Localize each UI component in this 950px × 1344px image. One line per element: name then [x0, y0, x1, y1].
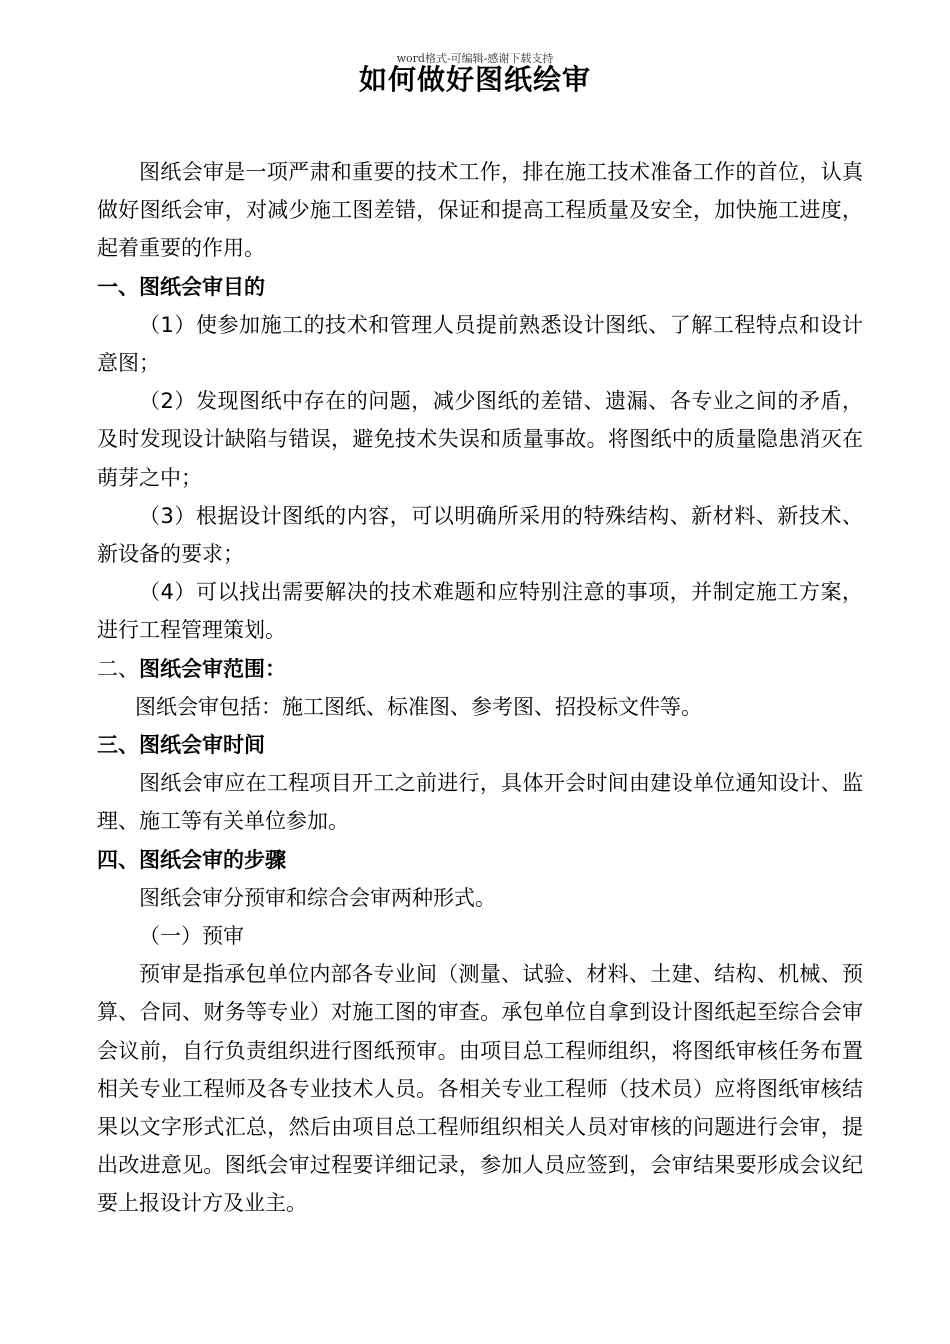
section-3-heading: 三、图纸会审时间: [97, 733, 265, 758]
section-1-heading: 一、图纸会审目的: [97, 274, 265, 299]
section-2-body: 图纸会审包括：施工图纸、标准图、参考图、招投标文件等。: [135, 694, 702, 719]
section-1-item-3: （3）根据设计图纸的内容，可以明确所采用的特殊结构、新材料、新技术、新设备的要求；: [97, 503, 863, 567]
section-2-heading-number: 二、: [97, 656, 139, 681]
section-1-item-4: （4）可以找出需要解决的技术难题和应特别注意的事项，并制定施工方案，进行工程管理策划。: [97, 580, 863, 643]
intro-paragraph: 图纸会审是一项严肃和重要的技术工作，排在施工技术准备工作的首位，认真做好图纸会审，对减少施工图差错，保证和提高工程质量及安全，加快施工进度，起着重要的作用。: [97, 160, 863, 261]
watermark-text: word格式-可编辑-感谢下载支持: [396, 52, 554, 65]
section-2-heading-text: 图纸会审范围：: [139, 656, 286, 681]
section-4-sub-body: 预审是指承包单位内部各专业间（测量、试验、材料、土建、结构、机械、预算、合同、财务等专业）对施工图的审查。承包单位自拿到设计图纸起至综合会审会议前，自行负责组织进行图纸预审。由项目总工程师组织，将图纸审核任务布置相关专业工程师及各专业技术人员。各相关专业工程师（技术员）应将图纸审核结果以文字形式汇总，然后由项目总工程师组织相关人员对审核的问题进行会审，提出改进意见。图纸会审过程要详细记录，参加人员应签到，会审结果要形成会议纪要上报设计方及业主。: [97, 962, 863, 1216]
section-1-item-1: （1）使参加施工的技术和管理人员提前熟悉设计图纸、了解工程特点和设计意图；: [97, 312, 863, 376]
page-title: 如何做好图纸绘审: [358, 63, 591, 96]
section-3-body: 图纸会审应在工程项目开工之前进行，具体开会时间由建设单位通知设计、监理、施工等有关单位参加。: [97, 771, 863, 834]
section-4-heading: 四、图纸会审的步骤: [97, 847, 286, 872]
section-2-heading: [97, 650, 863, 688]
section-1-item-2: （2）发现图纸中存在的问题，减少图纸的差错、遗漏、各专业之间的矛盾，及时发现设计缺陷与错误，避免技术失误和质量事故。将图纸中的质量隐患消灭在萌芽之中；: [97, 389, 863, 490]
section-4-subheading: （一）预审: [139, 924, 244, 949]
section-4-body: 图纸会审分预审和综合会审两种形式。: [139, 885, 496, 910]
document-body: [97, 153, 863, 1223]
